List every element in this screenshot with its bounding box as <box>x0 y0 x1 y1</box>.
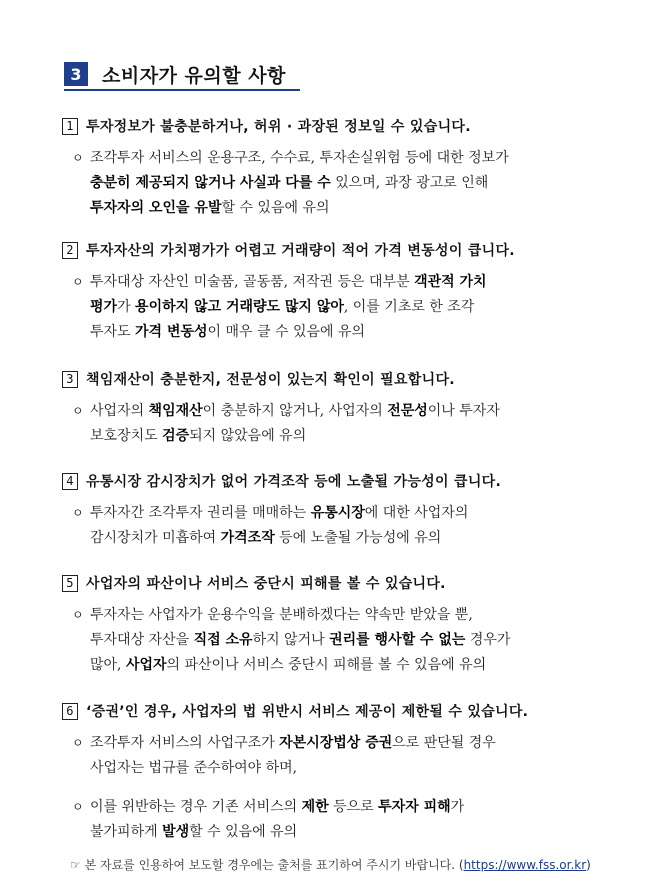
notice-heading-text: ‘증권’인 경우, 사업자의 법 위반시 서비스 제공이 제한될 수 있습니다. <box>86 704 529 720</box>
bullet-line <box>90 270 622 295</box>
notice-bullet <box>62 399 622 449</box>
bullet-line <box>90 628 622 653</box>
body-text: 사업자의 <box>90 403 149 419</box>
bullet-marker: ㅇ <box>72 404 84 418</box>
body-text: 의 파산이나 서비스 중단시 피해를 볼 수 있음에 유의 <box>166 657 487 673</box>
emphasis-text: 가격 변동성 <box>135 324 208 340</box>
body-text: , 이를 기초로 한 조각 <box>343 299 475 315</box>
emphasis-text: 충분히 제공되지 않거나 사실과 다를 수 <box>90 175 331 191</box>
body-text: 이 충분하지 않거나, 사업자의 <box>202 403 388 419</box>
bullet-line <box>90 295 622 320</box>
notice-bullet <box>62 795 622 845</box>
citation-text: ☞ 본 자료를 인용하여 보도할 경우에는 출처를 표기하여 주시기 바랍니다. ( <box>70 858 464 872</box>
body-text: 에 대한 사업자의 <box>364 505 469 521</box>
emphasis-text: 책임재산 <box>148 403 203 419</box>
notice-bullet <box>62 731 622 781</box>
notice-heading-text: 사업자의 파산이나 서비스 중단시 피해를 볼 수 있습니다. <box>86 576 446 592</box>
notice-number-box: 3 <box>62 371 78 388</box>
notice-bullet <box>62 603 622 678</box>
body-text: 등에 노출될 가능성에 유의 <box>274 530 442 546</box>
section-title: 소비자가 유의할 사항 <box>102 64 286 87</box>
section-number-badge: 3 <box>64 62 88 86</box>
bullet-line <box>90 756 622 781</box>
emphasis-text: 전문성 <box>387 403 428 419</box>
notice-heading-text: 투자자산의 가치평가가 어렵고 거래량이 적어 가격 변동성이 큽니다. <box>86 243 515 259</box>
notice-heading <box>62 573 622 593</box>
emphasis-text: 직접 소유 <box>193 632 253 648</box>
notice-item-4 <box>62 471 622 551</box>
bullet-marker: ㅇ <box>72 151 84 165</box>
body-text: 투자자는 사업자가 운용수익을 분배하겠다는 약속만 받았을 뿐, <box>90 607 473 623</box>
bullet-line <box>90 196 622 221</box>
notice-item-5 <box>62 573 622 678</box>
notice-bullet <box>62 146 622 221</box>
bullet-marker: ㅇ <box>72 736 84 750</box>
bullet-line <box>90 795 622 820</box>
notice-heading <box>62 240 622 260</box>
notice-heading <box>62 471 622 491</box>
emphasis-text: 검증 <box>162 428 190 444</box>
body-text: 투자자간 조각투자 권리를 매매하는 <box>90 505 311 521</box>
body-text: 투자대상 자산을 <box>90 632 194 648</box>
body-text: 투자대상 자산인 미술품, 골동품, 저작권 등은 대부분 <box>90 274 415 290</box>
bullet-line <box>90 731 622 756</box>
emphasis-text: 유통시장 <box>310 505 365 521</box>
bullet-line <box>90 526 622 551</box>
notice-heading-text: 투자정보가 불충분하거나, 허위 · 과장된 정보일 수 있습니다. <box>86 119 471 135</box>
notice-item-3 <box>62 369 622 449</box>
bullet-marker: ㅇ <box>72 800 84 814</box>
bullet-line <box>90 424 622 449</box>
body-text: 많아, <box>90 657 126 673</box>
body-text: 사업자는 법규를 준수하여야 하며, <box>90 760 298 776</box>
bullet-line <box>90 653 622 678</box>
body-text: 하지 않거나 <box>252 632 330 648</box>
emphasis-text: 투자자 피해 <box>378 799 451 815</box>
body-text: 할 수 있음에 유의 <box>221 200 330 216</box>
notice-number-box: 2 <box>62 242 78 259</box>
body-text: 조각투자 서비스의 운용구조, 수수료, 투자손실위험 등에 대한 정보가 <box>90 150 509 166</box>
body-text: 이를 위반하는 경우 기존 서비스의 <box>90 799 302 815</box>
notice-number-box: 5 <box>62 575 78 592</box>
emphasis-text: 사업자 <box>125 657 167 673</box>
body-text: 가 <box>450 799 465 815</box>
notice-number-box: 4 <box>62 473 78 490</box>
bullet-line <box>90 603 622 628</box>
body-text: 등으로 <box>328 799 379 815</box>
notice-item-1 <box>62 116 622 221</box>
notice-heading <box>62 116 622 136</box>
citation-close: ) <box>586 858 591 872</box>
body-text: 되지 않았음에 유의 <box>189 428 307 444</box>
body-text: 이나 투자자 <box>427 403 500 419</box>
body-text: 경우가 <box>465 632 511 648</box>
body-text: 가 <box>117 299 136 315</box>
title-underline <box>64 89 300 91</box>
body-text: 보호장치도 <box>90 428 163 444</box>
emphasis-text: 평가 <box>90 299 118 315</box>
body-text: 있으며, 과장 광고로 인해 <box>330 175 489 191</box>
notice-heading <box>62 369 622 389</box>
fss-website-link[interactable]: https://www.fss.or.kr <box>463 858 587 872</box>
bullet-line <box>90 171 622 196</box>
citation-note <box>70 856 591 873</box>
notice-item-2 <box>62 240 622 345</box>
body-text: 감시장치가 미흡하여 <box>90 530 221 546</box>
body-text: 할 수 있음에 유의 <box>189 824 298 840</box>
bullet-line <box>90 399 622 424</box>
emphasis-text: 객관적 가치 <box>414 274 487 290</box>
body-text: 으로 판단될 경우 <box>392 735 496 751</box>
emphasis-text: 가격조작 <box>220 530 275 546</box>
notice-heading <box>62 701 622 721</box>
body-text: 이 매우 클 수 있음에 유의 <box>207 324 366 340</box>
body-text: 불가피하게 <box>90 824 163 840</box>
notice-item-6 <box>62 701 622 845</box>
notice-bullet <box>62 270 622 345</box>
notice-bullet <box>62 501 622 551</box>
bullet-marker: ㅇ <box>72 275 84 289</box>
body-text: 조각투자 서비스의 사업구조가 <box>90 735 280 751</box>
notice-number-box: 1 <box>62 118 78 135</box>
notice-number-box: 6 <box>62 703 78 720</box>
emphasis-text: 권리를 행사할 수 없는 <box>329 632 466 648</box>
notice-heading-text: 유통시장 감시장치가 없어 가격조작 등에 노출될 가능성이 큽니다. <box>86 474 502 490</box>
emphasis-text: 투자자의 오인을 유발 <box>90 200 222 216</box>
body-text: 투자도 <box>90 324 136 340</box>
bullet-line <box>90 146 622 171</box>
bullet-line <box>90 820 622 845</box>
bullet-marker: ㅇ <box>72 506 84 520</box>
emphasis-text: 자본시장법상 증권 <box>279 735 393 751</box>
bullet-line <box>90 501 622 526</box>
section-header <box>64 62 286 86</box>
bullet-marker: ㅇ <box>72 608 84 622</box>
emphasis-text: 용이하지 않고 거래량도 많지 않아 <box>135 299 344 315</box>
emphasis-text: 제한 <box>301 799 329 815</box>
emphasis-text: 발생 <box>162 824 190 840</box>
notice-heading-text: 책임재산이 충분한지, 전문성이 있는지 확인이 필요합니다. <box>86 372 455 388</box>
bullet-line <box>90 320 622 345</box>
